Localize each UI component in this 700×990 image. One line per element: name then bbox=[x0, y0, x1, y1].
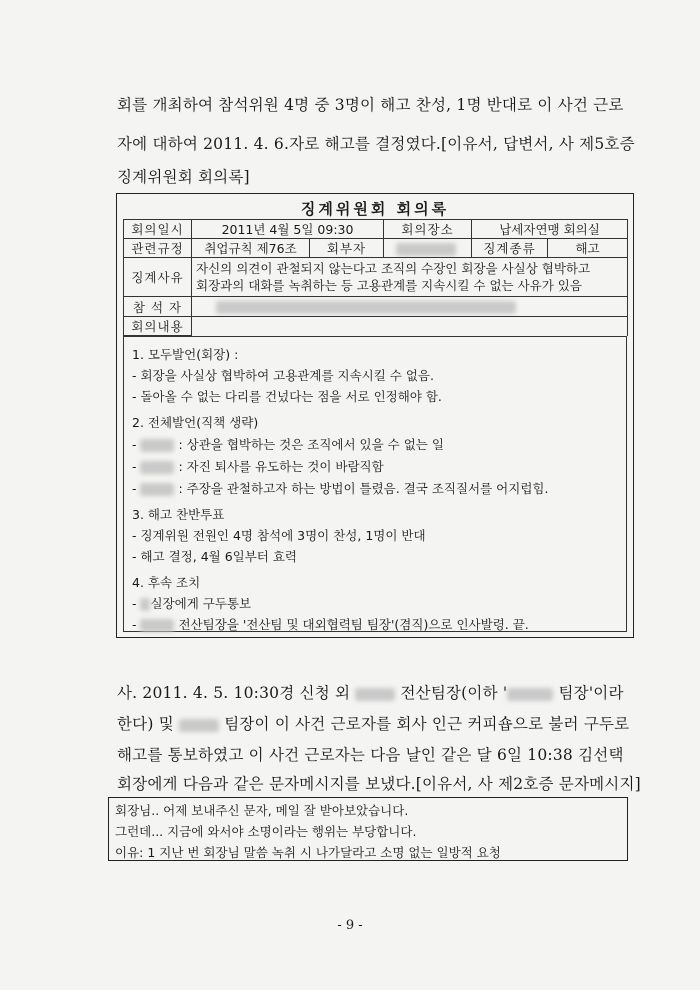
referrer-redacted bbox=[384, 239, 472, 258]
para2-line-4: 회장에게 다음과 같은 문자메시지를 보냈다.[이유서, 사 제2호증 문자메시지] bbox=[117, 775, 641, 793]
related-rule: 취업규칙 제76조 bbox=[192, 239, 310, 258]
list-item: - : 주장을 관철하고자 하는 방법이 틀렸음. 결국 조직질서를 어지럽힘. bbox=[132, 481, 549, 496]
section-3-title: 3. 해고 찬반투표 bbox=[132, 507, 225, 522]
reason-line-2: 회장과의 대화를 녹취하는 등 고용관계를 지속시킬 수 없는 사유가 있음 bbox=[196, 278, 582, 293]
intro-line-2: 자에 대하여 2011. 4. 6.자로 해고를 결정였다.[이유서, 답변서, 사 제5호증 bbox=[117, 135, 635, 153]
list-item: - : 상관을 협박하는 것은 조직에서 있을 수 없는 일 bbox=[132, 437, 444, 452]
section-2-title: 2. 전체발언(직책 생략) bbox=[132, 415, 259, 430]
list-item: - 실장에게 구두통보 bbox=[132, 596, 252, 611]
discipline-reason bbox=[192, 258, 628, 297]
list-item: - 돌아올 수 없는 다리를 건넜다는 점을 서로 인정해야 함. bbox=[132, 389, 442, 404]
meeting-content bbox=[123, 336, 627, 632]
list-item: - : 자진 퇴사를 유도하는 것이 바람직함 bbox=[132, 459, 384, 474]
sms-message-box bbox=[108, 797, 628, 861]
minutes-info-table bbox=[123, 219, 628, 336]
sms-line-2: 그런데... 지금에 와서야 소명이라는 행위는 부당합니다. bbox=[115, 824, 417, 839]
label-meeting-place: 회의장소 bbox=[384, 220, 472, 239]
table-row bbox=[124, 239, 628, 258]
label-related-rule: 관련규정 bbox=[124, 239, 192, 258]
list-item: - 회장을 사실상 협박하여 고용관계를 지속시킬 수 없음. bbox=[132, 368, 434, 383]
table-row bbox=[124, 220, 628, 239]
sms-line-3: 이유: 1 지난 번 회장님 말씀 녹취 시 나가달라고 소명 없는 일방적 요청 bbox=[115, 845, 501, 860]
list-item: - 징계위원 전원인 4명 참석에 3명이 찬성, 1명이 반대 bbox=[132, 528, 426, 543]
intro-line-3: 징계위원회 회의록] bbox=[117, 168, 250, 186]
sms-line-1: 회장님.. 어제 보내주신 문자, 메일 잘 받아보았습니다. bbox=[115, 803, 409, 818]
minutes-title: 징계위원회 회의록 bbox=[300, 200, 450, 218]
list-item: - 전산팀장을 '전산팀 및 대외협력팀 팀장'(겸직)으로 인사발령. 끝. bbox=[132, 617, 529, 632]
list-item: - 해고 결정, 4월 6일부터 효력 bbox=[132, 549, 298, 564]
attendees-redacted bbox=[192, 297, 628, 317]
section-1-title: 1. 모두발언(회장) : bbox=[132, 347, 239, 362]
intro-line-1: 회를 개최하여 참석위원 4명 중 3명이 해고 찬성, 1명 반대로 이 사건 근로 bbox=[117, 96, 624, 114]
para2-line-1: 사. 2011. 4. 5. 10:30경 신청 외 전산팀장(이하 ' 팀장'이라 bbox=[117, 684, 624, 702]
section-4-title: 4. 후속 조치 bbox=[132, 575, 201, 590]
label-reason: 징계사유 bbox=[124, 258, 192, 297]
label-discipline-type: 징계종류 bbox=[472, 239, 548, 258]
meeting-date: 2011년 4월 5일 09:30 bbox=[192, 220, 384, 239]
meeting-place: 납세자연맹 회의실 bbox=[472, 220, 628, 239]
label-referrer: 회부자 bbox=[310, 239, 384, 258]
disciplinary-minutes-box bbox=[116, 193, 634, 638]
table-row bbox=[124, 258, 628, 297]
para2-line-2: 한다) 및 팀장이 이 사건 근로자를 회사 인근 커피숍으로 불러 구두로 bbox=[117, 715, 630, 733]
label-attendees: 참 석 자 bbox=[124, 297, 192, 317]
table-row bbox=[124, 297, 628, 317]
reason-line-1: 자신의 의견이 관철되지 않는다고 조직의 수장인 회장을 사실상 협박하고 bbox=[196, 261, 591, 276]
label-content: 회의내용 bbox=[124, 317, 192, 336]
table-row bbox=[124, 317, 628, 336]
page-number: - 9 - bbox=[337, 918, 363, 933]
para2-line-3: 해고를 통보하였고 이 사건 근로자는 다음 날인 같은 달 6일 10:38 김선택 bbox=[117, 746, 624, 764]
label-meeting-date: 회의일시 bbox=[124, 220, 192, 239]
discipline-type: 해고 bbox=[548, 239, 628, 258]
